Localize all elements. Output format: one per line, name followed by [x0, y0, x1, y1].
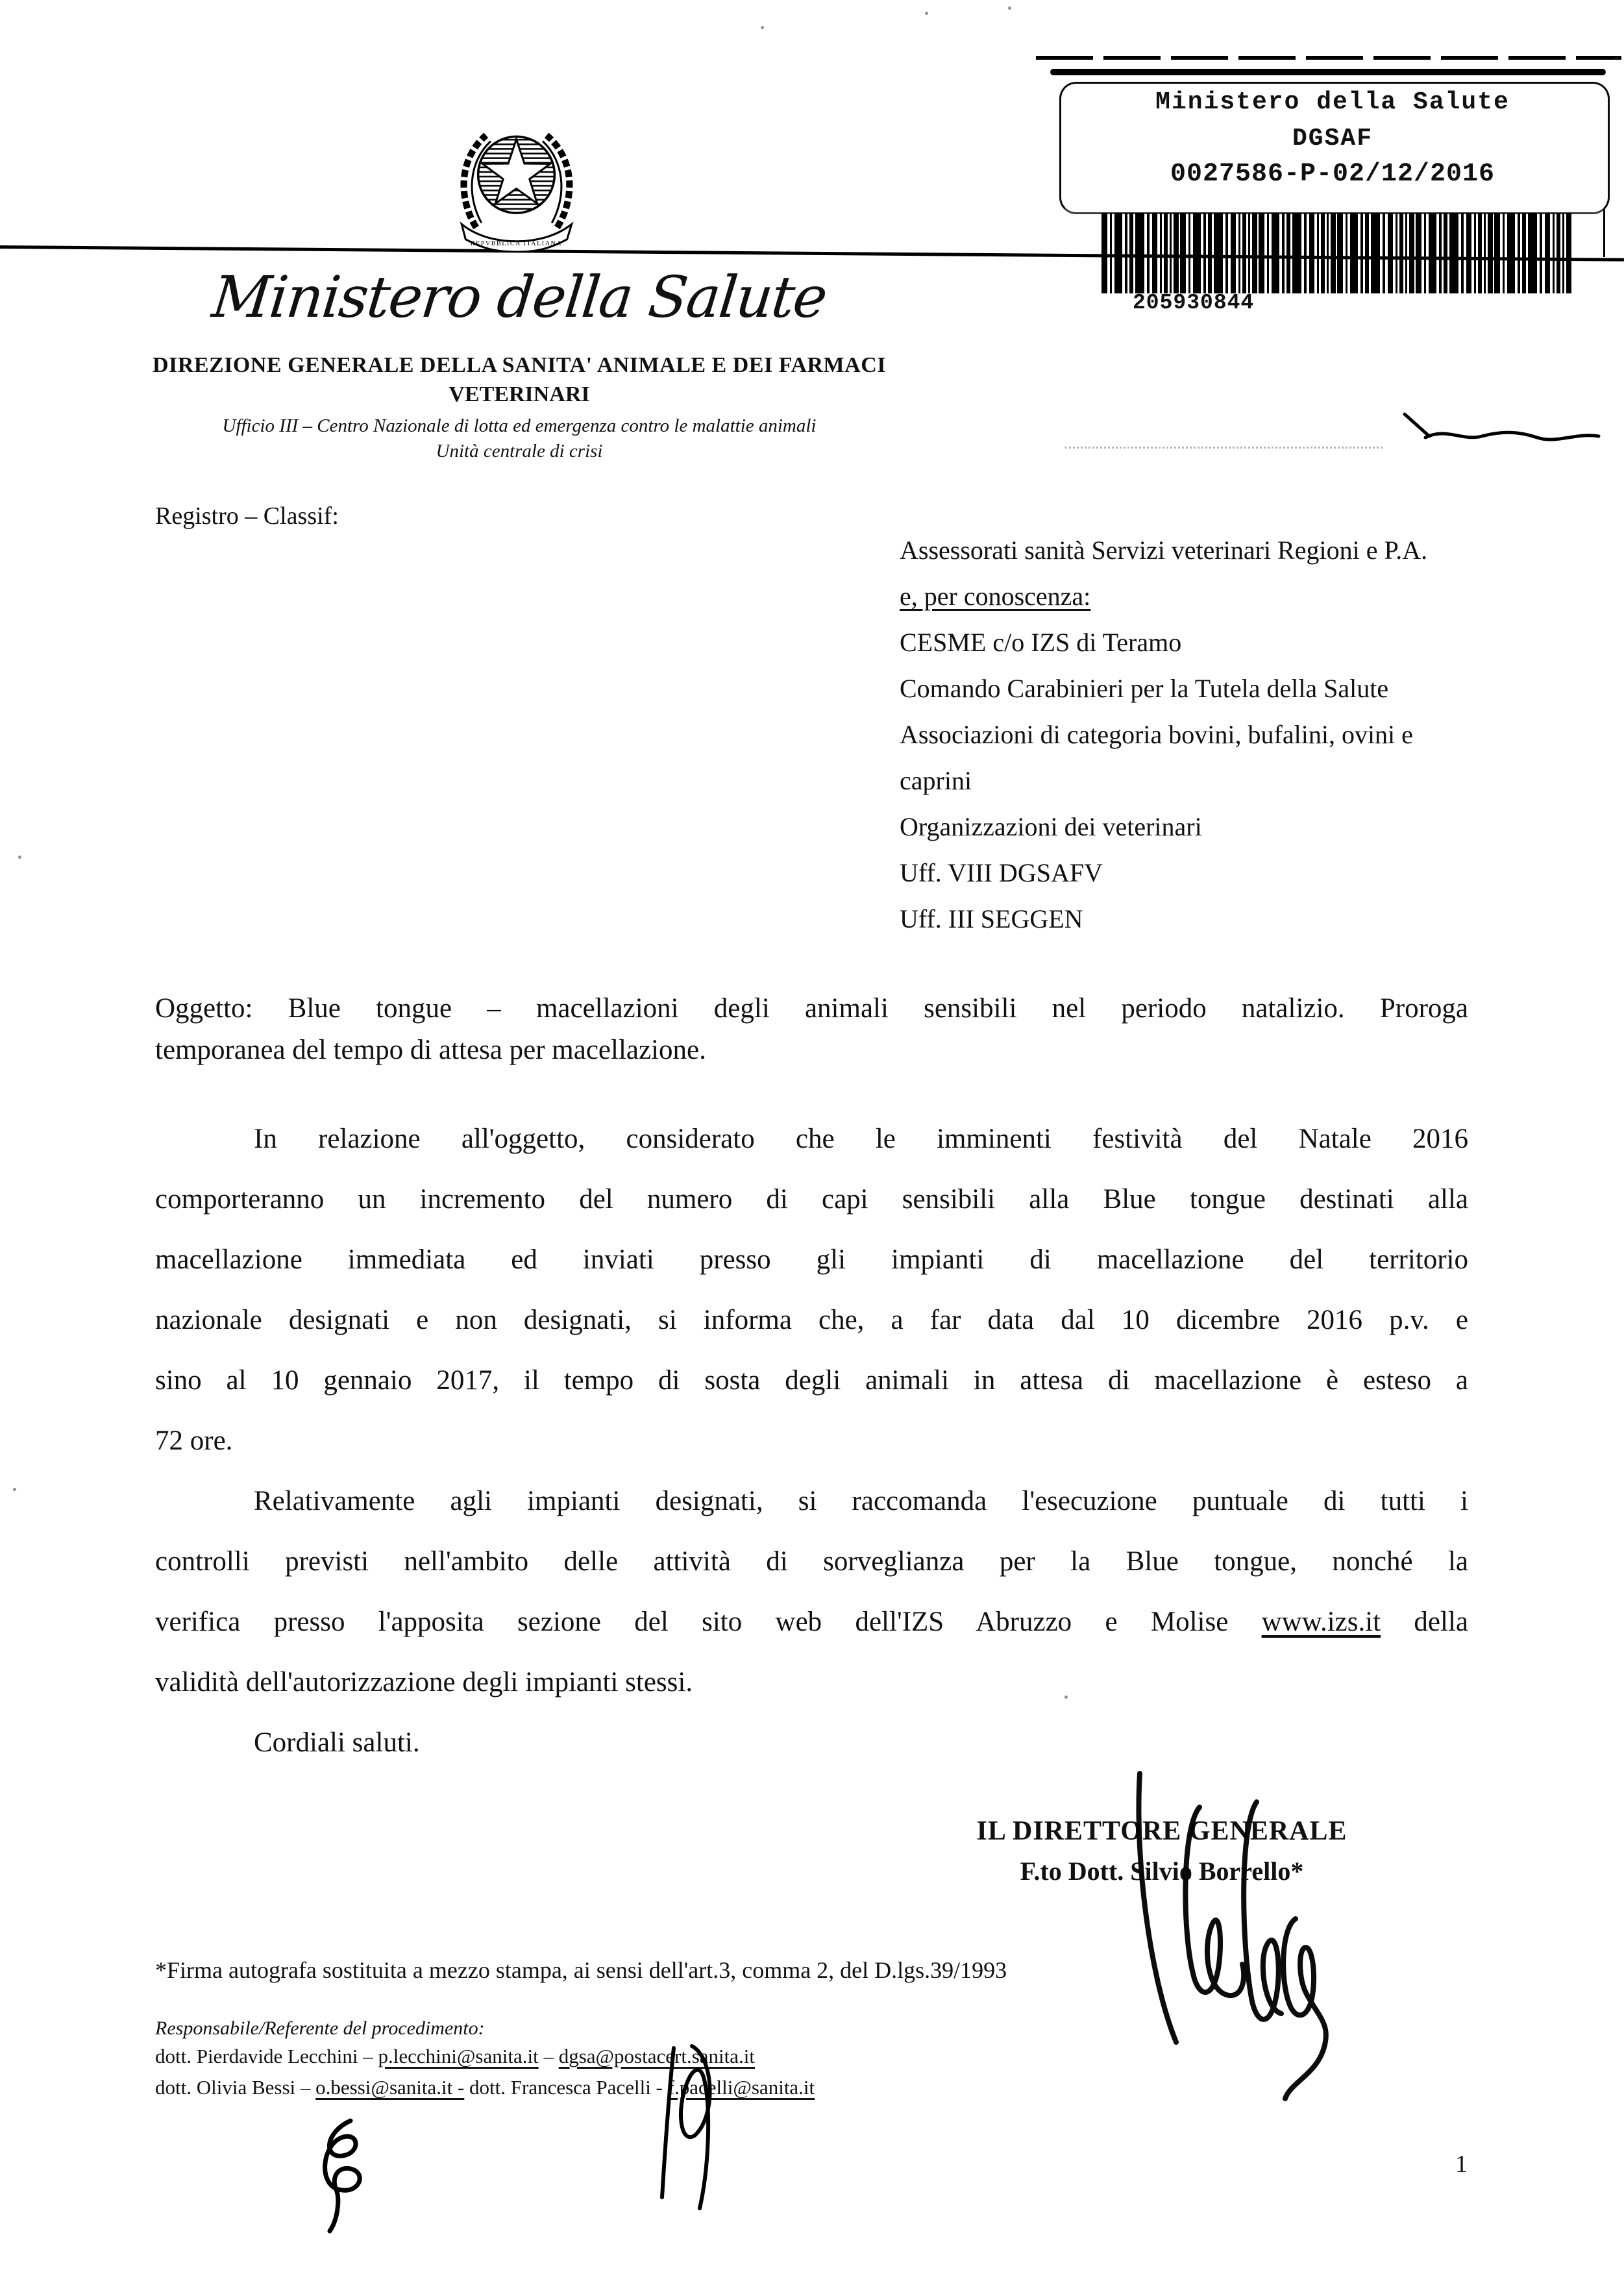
subject-line-2: temporanea del tempo di attesa per macellazione.: [155, 1035, 706, 1065]
contact-email-link[interactable]: p.lecchini@sanita.it: [378, 2045, 539, 2067]
page-number: 1: [1455, 2151, 1468, 2178]
scan-speck: [13, 1488, 16, 1491]
stamp-office-code: DGSAF: [1292, 125, 1373, 153]
pen-squiggle-mark: [1401, 408, 1615, 453]
body-line: In relazione all'oggetto, considerato che le imminenti festività del Natale 2016: [254, 1124, 1468, 1154]
recipient-cc-line: Organizzazioni dei veterinari: [900, 812, 1202, 841]
scan-speck: [1615, 57, 1618, 60]
stamp-protocol-number: 0027586-P-02/12/2016: [1170, 160, 1495, 189]
body-line: nazionale designati e non designati, si informa che, a far data dal 10 dicembre 2016 p.v. e: [155, 1305, 1468, 1335]
contact-name: dott. Olivia Bessi –: [155, 2076, 316, 2099]
barcode-icon: [1101, 213, 1573, 293]
office-line: Ufficio III – Centro Nazionale di lotta ed emergenza contro le malattie animali: [222, 415, 817, 436]
recipient-cc-line: Uff. VIII DGSAFV: [900, 858, 1103, 887]
cc-label-text: e, per conoscenza:: [900, 582, 1091, 611]
registro-classif-label: Registro – Classif:: [155, 502, 339, 530]
izs-website-link[interactable]: www.izs.it: [1261, 1607, 1381, 1637]
department-name-line2: VETERINARI: [449, 382, 590, 406]
contact-email-link[interactable]: o.bessi@sanita.it -: [315, 2076, 465, 2099]
body-line: macellazione immediata ed inviati presso gli impianti di macellazione del territorio: [155, 1244, 1468, 1275]
body-line: [155, 1592, 1468, 1652]
stamp-top-stripe: [1036, 56, 1621, 60]
ministry-script-logo: Ministero della Salute: [209, 264, 830, 330]
faint-dotted-line: [1064, 447, 1383, 449]
scan-speck: [1064, 1696, 1068, 1699]
closing-salutation: Cordiali saluti.: [254, 1727, 420, 1758]
scan-speck: [761, 26, 764, 29]
subject-block: [155, 988, 1468, 1071]
recipient-cc-line: Comando Carabinieri per la Tutela della Salute: [900, 674, 1389, 703]
body-line: sino al 10 gennaio 2017, il tempo di sosta degli animali in attesa di macellazione è esteso a: [155, 1365, 1468, 1396]
body-line: controlli previsti nell'ambito delle attività di sorveglianza per la Blue tongue, nonché la: [155, 1546, 1468, 1577]
handwritten-initial-left: [305, 2113, 383, 2236]
contact-name: dott. Pierdavide Lecchini –: [155, 2045, 378, 2067]
recipient-cc-line: Associazioni di categoria bovini, bufalini, ovini e: [900, 720, 1413, 749]
letter-body: [155, 1109, 1468, 1773]
subject-line-1: Oggetto: Blue tongue – macellazioni degli animali sensibili nel periodo natalizio. Proroga: [155, 993, 1468, 1024]
body-line: Relativamente agli impianti designati, si raccomanda l'esecuzione puntuale di tutti i: [254, 1486, 1468, 1516]
signature-title: IL DIRETTORE GENERALE: [976, 1816, 1347, 1846]
signature-footnote: *Firma autografa sostituita a mezzo stampa, ai sensi dell'art.3, comma 2, del D.lgs.39/1993: [155, 1957, 1007, 1983]
stamp-bar-stripe: [1050, 69, 1606, 75]
stamp-box-right-border: [1603, 209, 1605, 257]
stamp-ministry-line: Ministero della Salute: [1155, 88, 1510, 116]
body-line: comporteranno un incremento del numero di capi sensibili alla Blue tongue destinati alla: [155, 1184, 1468, 1215]
contact-email-link[interactable]: dgsa@postacert.sanita.it: [558, 2045, 755, 2067]
barcode-number: 205930844: [1133, 291, 1255, 315]
responsible-label: Responsabile/Referente del procedimento:: [155, 2018, 485, 2039]
unit-line: Unità centrale di crisi: [436, 441, 603, 462]
scan-speck: [925, 12, 928, 15]
contact-separator: –: [538, 2045, 559, 2067]
handwritten-signature: [1122, 1764, 1336, 2108]
letterhead: [149, 258, 889, 463]
contact-email-link[interactable]: f.pacelli@sanita.it: [667, 2076, 815, 2099]
recipients-block: [900, 527, 1588, 942]
body-line: validità dell'autorizzazione degli impianti stessi.: [155, 1667, 693, 1697]
recipient-cc-line: Uff. III SEGGEN: [900, 904, 1083, 933]
cc-label: [900, 573, 1588, 619]
body-line: 72 ore.: [155, 1425, 233, 1456]
body-line-post: della: [1381, 1607, 1468, 1637]
recipient-cc-line: CESME c/o IZS di Teramo: [900, 628, 1182, 657]
body-line-pre: verifica presso l'apposita sezione del sito web dell'IZS Abruzzo e Molise: [155, 1607, 1262, 1637]
svg-text:REPVBBLICA ITALIANA: REPVBBLICA ITALIANA: [470, 240, 563, 247]
contact-name: dott. Francesca Pacelli -: [464, 2076, 668, 2099]
handwritten-initial-right: [649, 2038, 727, 2217]
signature-name: F.to Dott. Silvio Borrello*: [1020, 1857, 1304, 1886]
italian-republic-emblem-icon: [456, 119, 577, 253]
scan-speck: [18, 856, 21, 859]
recipient-to: Assessorati sanità Servizi veterinari Regioni e P.A.: [900, 536, 1428, 565]
department-name-line1: DIREZIONE GENERALE DELLA SANITA' ANIMALE E DEI FARMACI: [153, 353, 886, 377]
scan-speck: [1008, 6, 1011, 10]
recipient-cc-line: caprini: [900, 766, 972, 795]
